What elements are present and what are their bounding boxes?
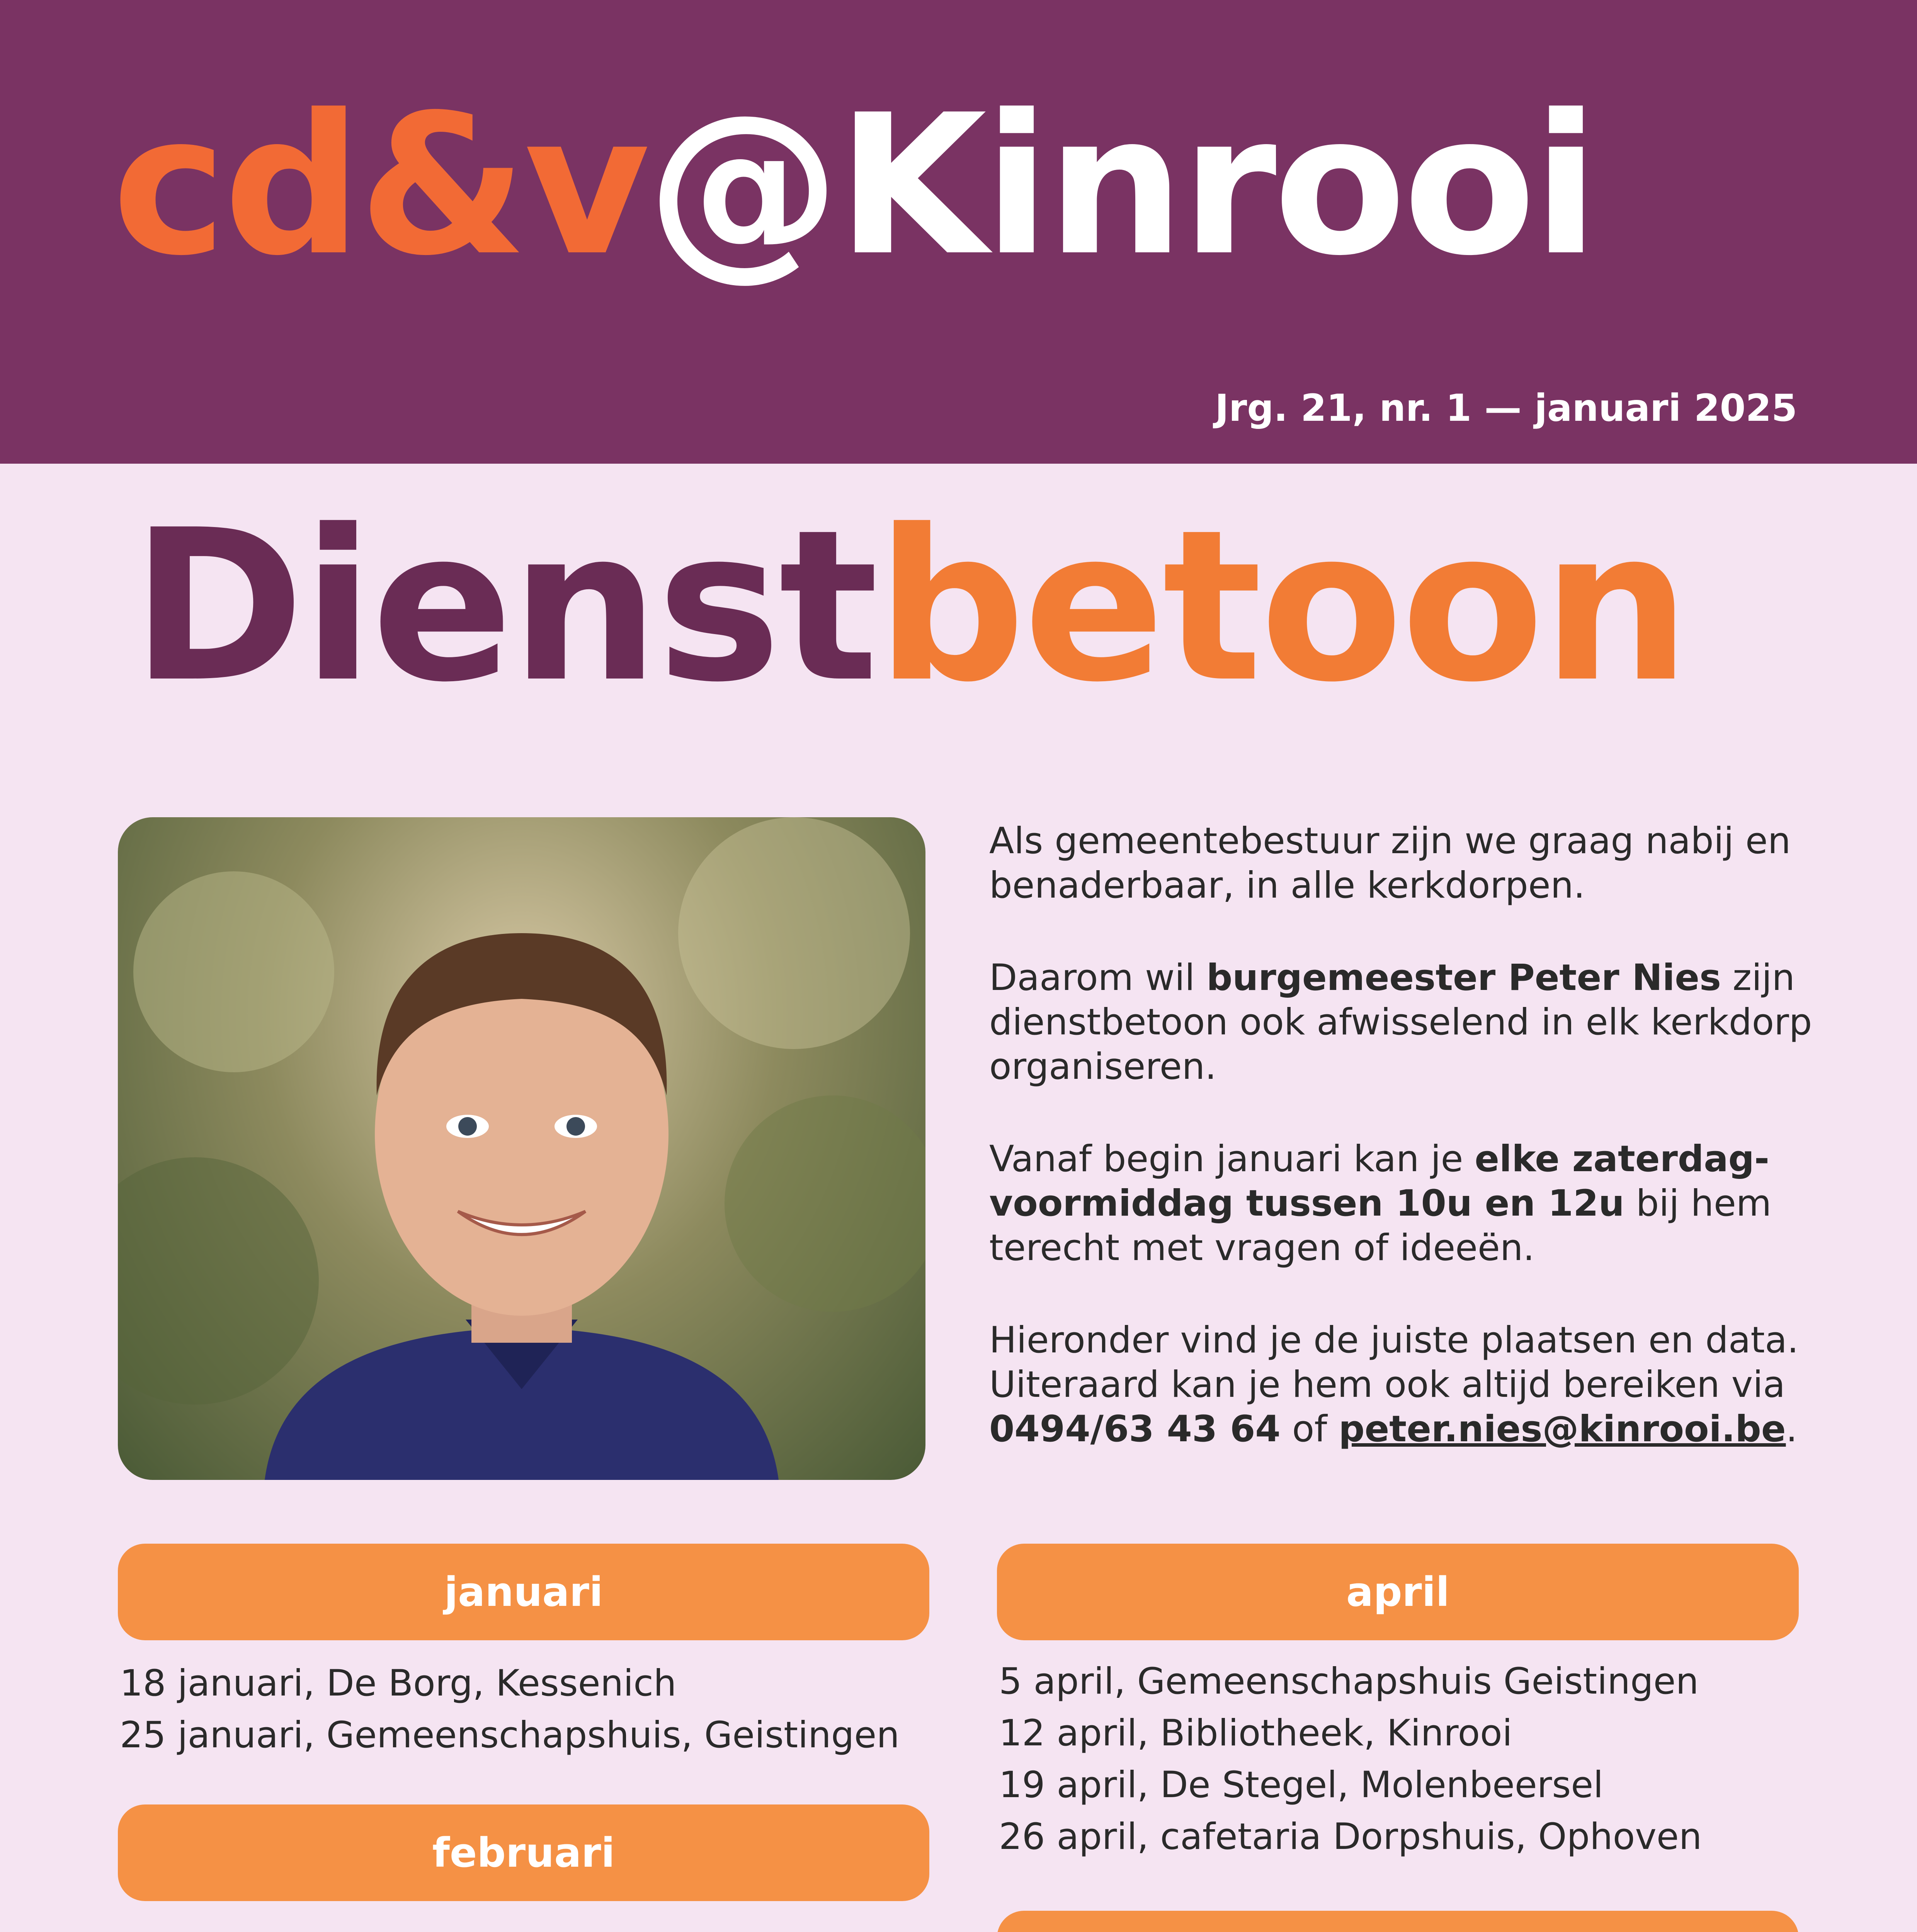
- intro-text: [989, 819, 1832, 1500]
- portrait-photo-icon: [118, 817, 925, 1480]
- mayor-name: burgemeester Peter Nies: [1206, 957, 1721, 999]
- page-title: [131, 485, 1688, 728]
- email-link[interactable]: peter.nies@kinrooi.be: [1339, 1408, 1786, 1450]
- masthead: [0, 0, 1917, 464]
- intro-paragraph-2: [989, 956, 1832, 1089]
- month-list-april: [999, 1656, 1702, 1863]
- issue-info: Jrg. 21, nr. 1 — januari 2025: [1215, 386, 1797, 430]
- list-item: 26 april, cafetaria Dorpshuis, Ophoven: [999, 1816, 1702, 1858]
- intro-p2-text: Daarom wil: [989, 957, 1207, 999]
- list-item: 12 april, Bibliotheek, Kinrooi: [999, 1712, 1512, 1754]
- page-title-part1: Dienst: [131, 485, 876, 728]
- list-item: 5 april, Gemeenschapshuis Geistingen: [999, 1660, 1699, 1702]
- month-header-april: april: [997, 1544, 1799, 1640]
- phone-number: 0494/63 43 64: [989, 1408, 1281, 1450]
- intro-p4-text-mid: of: [1280, 1408, 1339, 1450]
- month-header-januari: januari: [118, 1544, 929, 1640]
- list-item: 25 januari, Gemeenschapshuis, Geistingen: [120, 1714, 900, 1756]
- list-item: 18 januari, De Borg, Kessenich: [120, 1662, 677, 1704]
- intro-p3-text-end: bij hem terecht met vragen of ideeën.: [989, 1182, 1772, 1269]
- intro-paragraph-4: [989, 1318, 1832, 1451]
- brand-logo-part2: @Kinrooi: [647, 73, 1596, 298]
- portrait-photo: [118, 817, 925, 1480]
- intro-paragraph-1: Als gemeentebestuur zijn we graag nabij en benaderbaar, in alle kerkdorpen.: [989, 820, 1791, 906]
- page-title-part2: betoon: [876, 485, 1688, 728]
- intro-p3-text: Vanaf begin januari kan je: [989, 1138, 1475, 1180]
- month-header-mei: [997, 1911, 1799, 1932]
- brand-logo-part1: cd&v: [112, 73, 647, 298]
- intro-p4-text: Hieronder vind je de juiste plaatsen en data. Uiteraard kan je hem ook altijd bereiken via: [989, 1319, 1799, 1406]
- brand-logo: [112, 73, 1596, 298]
- intro-paragraph-3: [989, 1137, 1832, 1270]
- list-item: 19 april, De Stegel, Molenbeersel: [999, 1764, 1604, 1806]
- month-header-februari: februari: [118, 1804, 929, 1901]
- intro-p4-text-end: .: [1786, 1408, 1798, 1450]
- month-list-januari: [120, 1658, 900, 1761]
- intro-p2-text-end: zijn dienstbetoon ook afwisselend in elk kerkdorp organiseren.: [989, 957, 1812, 1088]
- opening-hours: elke zaterdag-voormiddag tussen 10u en 12u: [989, 1138, 1769, 1225]
